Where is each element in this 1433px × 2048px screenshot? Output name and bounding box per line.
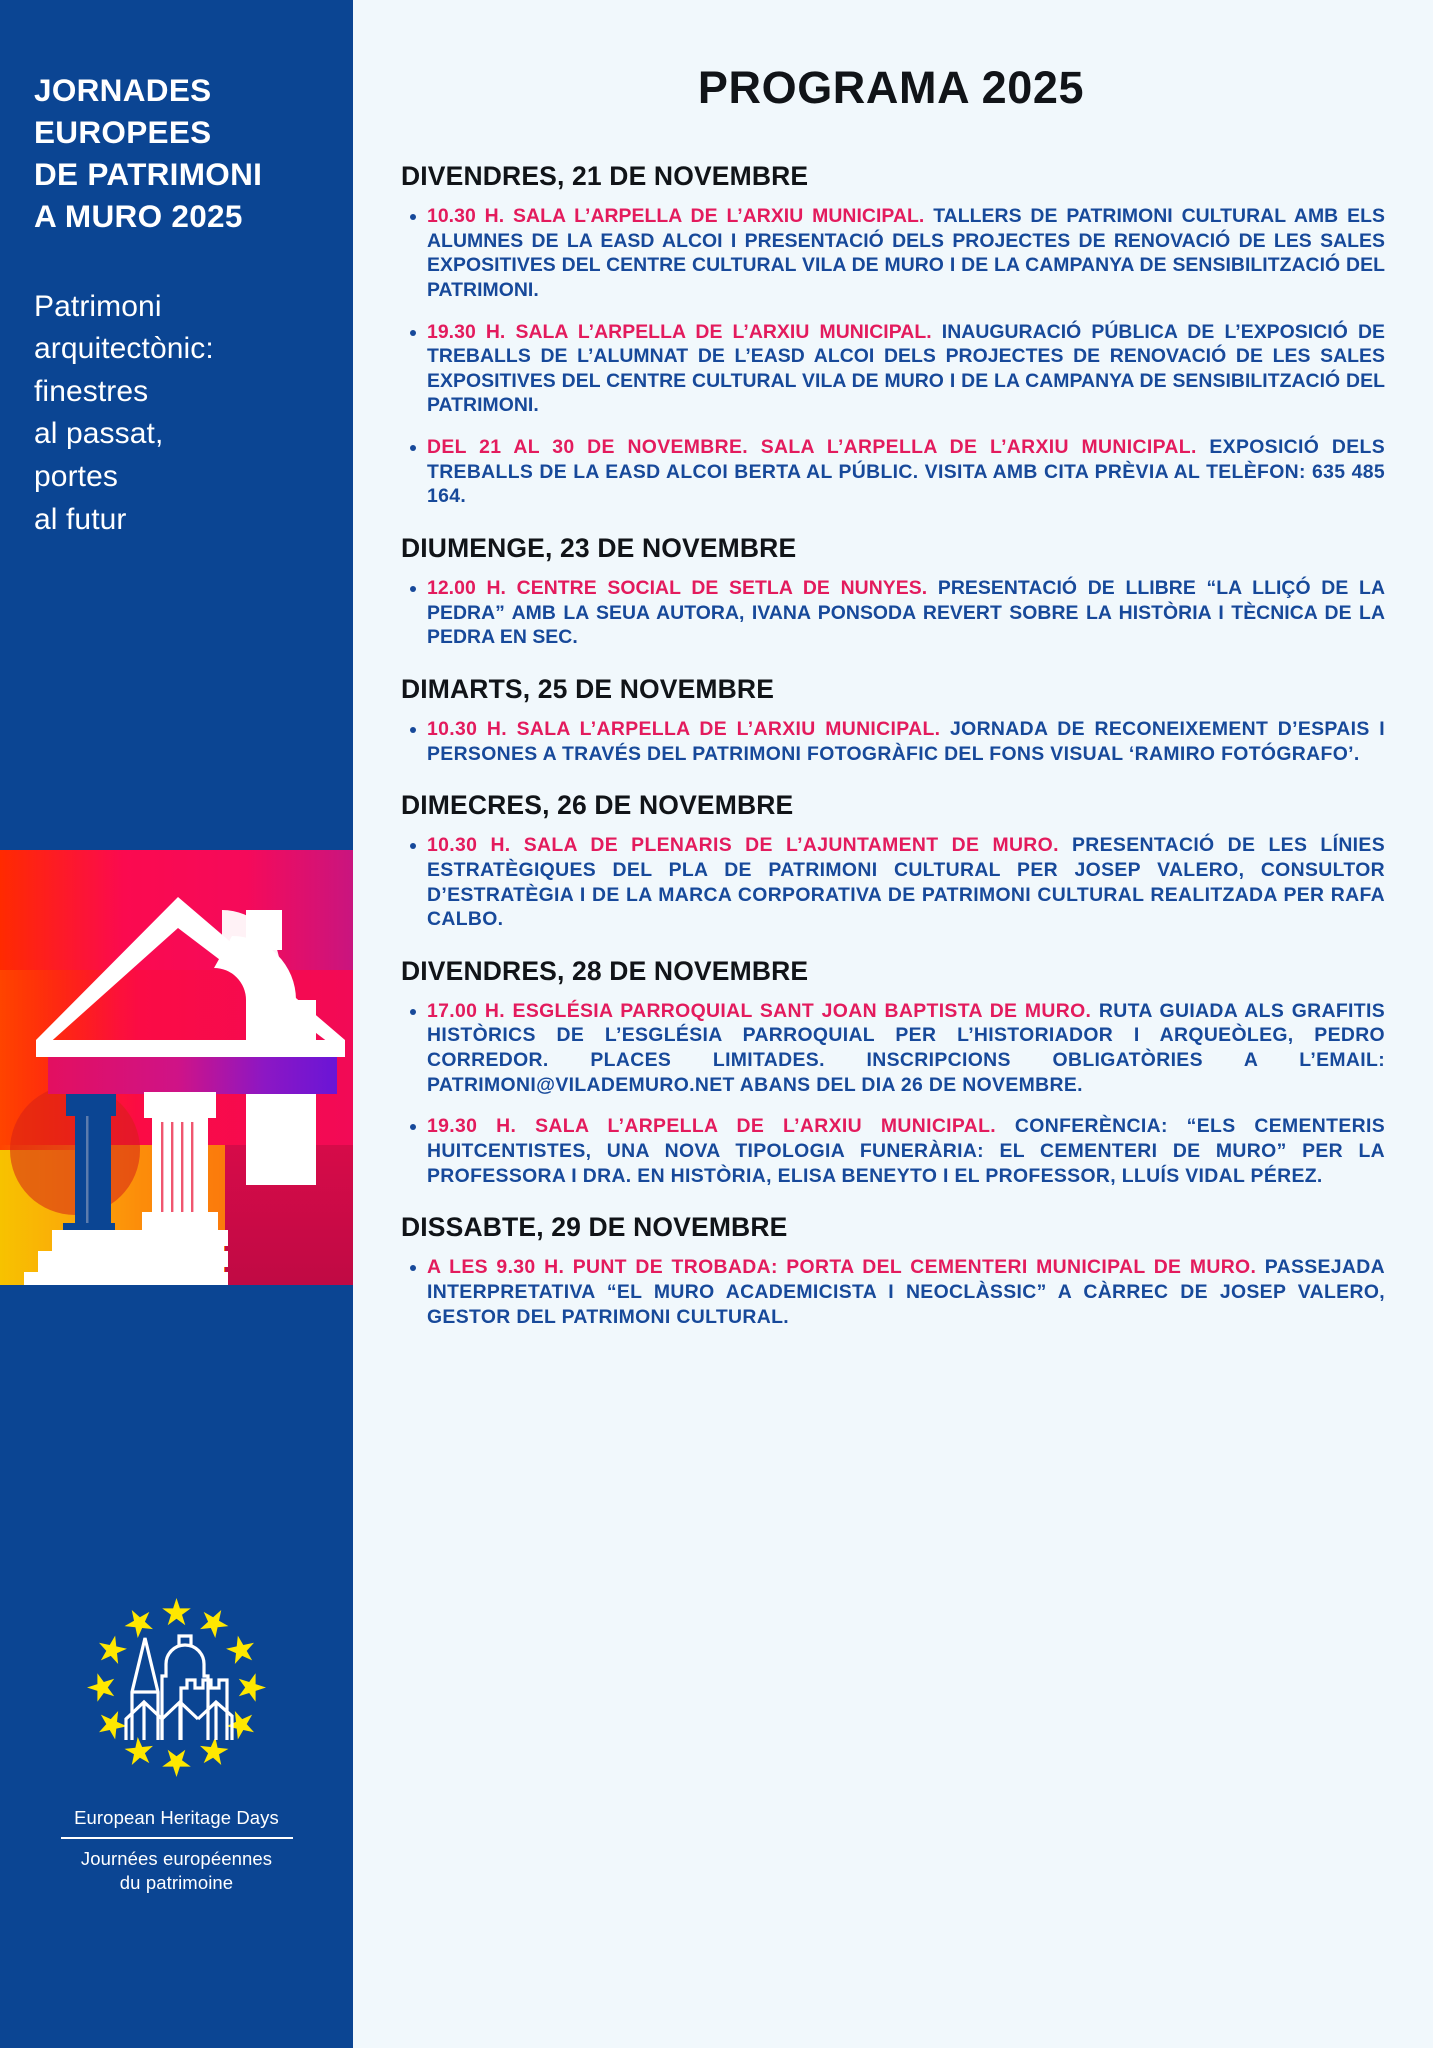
ehd-caption-en: European Heritage Days: [74, 1807, 279, 1828]
brand-subtitle-line: al futur: [34, 502, 127, 536]
day-heading: DIMECRES, 26 DE NOVEMBRE: [401, 790, 794, 821]
event-body: PASSEJADA INTERPRETATIVA “EL MURO ACADEMICISTA I NEOCLÀSSIC” A CÀRREC DE JOSEP VALERO, GESTOR DEL PATRIMONI CULTURAL.: [427, 1256, 1385, 1328]
sidebar-headings: [0, 0, 353, 541]
event-highlight: 19.30 H. SALA L’ARPELLA DE L’ARXIU MUNICIPAL.: [427, 1115, 997, 1138]
event-item: [401, 717, 1385, 766]
day-block: [401, 1212, 1385, 1329]
sidebar: [0, 0, 353, 2048]
day-block: [401, 161, 1385, 509]
event-item: [401, 999, 1385, 1098]
brand-subtitle-line: al passat,: [34, 417, 164, 451]
event-highlight: 12.00 H. CENTRE SOCIAL DE SETLA DE NUNYES.: [427, 577, 928, 600]
event-body: CONFERÈNCIA: “ELS CEMENTERIS HUITCENTISTES, UNA NOVA TIPOLOGIA FUNERÀRIA: EL CEMENTERI DE MURO” PER LA PROFESSORA I DRA. EN HISTÒRIA, ELISA BENEYTO I EL PROFESSOR, LLUÍS VIDAL PÉREZ.: [427, 1115, 1385, 1187]
brand-subtitle-line: Patrimoni: [34, 289, 162, 323]
brand-title-line: JORNADES: [34, 72, 212, 108]
event-list: [401, 999, 1385, 1188]
day-block: [401, 674, 1385, 766]
event-list: [401, 717, 1385, 766]
day-block: [401, 956, 1385, 1188]
event-item: [401, 1255, 1385, 1329]
brand-title-line: A MURO 2025: [34, 197, 243, 234]
page-title: PROGRAMA 2025: [697, 62, 1085, 113]
event-body: EXPOSICIÓ DELS TREBALLS DE LA EASD ALCOI BERTA AL PÚBLIC. VISITA AMB CITA PRÈVIA AL TELÈFON: 635 485 164.: [427, 436, 1385, 508]
day-heading: DISSABTE, 29 DE NOVEMBRE: [401, 1212, 788, 1243]
event-highlight: 19.30 H. SALA L’ARPELLA DE L’ARXIU MUNICIPAL.: [427, 320, 932, 343]
event-body: INAUGURACIÓ PÚBLICA DE L’EXPOSICIÓ DE TREBALLS DE L’ALUMNAT DE L’EASD ALCOI DELS PROJECTES DE RENOVACIÓ DE LES SALES EXPOSITIVES DEL CENTRE CULTURAL VILA DE MURO I DE LA CAMPANYA DE SENSIBILITZACIÓ DEL PATRIMONI.: [427, 320, 1385, 417]
event-highlight: 10.30 H. SALA L’ARPELLA DE L’ARXIU MUNICIPAL.: [427, 717, 941, 740]
event-list: [401, 576, 1385, 650]
event-item: [401, 576, 1385, 650]
event-highlight: A LES 9.30 H. PUNT DE TROBADA: PORTA DEL CEMENTERI MUNICIPAL DE MURO.: [427, 1256, 1257, 1279]
event-item: [401, 833, 1385, 932]
brand-subtitle-line: arquitectònic:: [34, 332, 214, 366]
brand-subtitle-line: finestres: [34, 374, 149, 408]
ehd-captions: [61, 1807, 293, 1895]
event-list: [401, 204, 1385, 509]
brand-subtitle: [34, 286, 319, 542]
event-highlight: 17.00 H. ESGLÉSIA PARROQUIAL SANT JOAN BAPTISTA DE MURO.: [427, 999, 1092, 1022]
day-heading: DIUMENGE, 23 DE NOVEMBRE: [401, 533, 797, 564]
event-body: PRESENTACIÓ DE LLIBRE “LA LLIÇÓ DE LA PEDRA” AMB LA SEUA AUTORA, IVANA PONSODA REVERT SOBRE LA HISTÒRIA I TÈCNICA DE LA PEDRA EN SEC.: [427, 577, 1385, 649]
event-item: [401, 1114, 1385, 1188]
event-body: PRESENTACIÓ DE LES LÍNIES ESTRATÈGIQUES DEL PLA DE PATRIMONI CULTURAL PER JOSEP VALERO, CONSULTOR D’ESTRATÈGIA I DE LA MARCA CORPORATIVA DE PATRIMONI CULTURAL REALITZADA PER RAFA CALBO.: [427, 834, 1385, 931]
event-body: RUTA GUIADA ALS GRAFITIS HISTÒRICS DE L’ESGLÉSIA PARROQUIAL PER L’HISTORIADOR I ARQUEÒLEG, PEDRO CORREDOR. PLACES LIMITADES. INSCRIPCIONS OBLIGATÒRIES A L’EMAIL: PATRIMONI@VILADEMURO.NET ABANS DEL DIA 26 DE NOVEMBRE.: [427, 999, 1385, 1096]
brand-subtitle-line: portes: [34, 459, 118, 493]
event-highlight: 10.30 H. SALA DE PLENARIS DE L’AJUNTAMENT DE MURO.: [427, 834, 1059, 857]
brand-title: [34, 70, 319, 238]
ehd-caption-fr-line: Journées européennes: [80, 1848, 273, 1870]
day-heading: DIMARTS, 25 DE NOVEMBRE: [401, 673, 775, 704]
brand-title-line: EUROPEES: [34, 113, 212, 150]
day-block: [401, 790, 1385, 932]
event-highlight: 10.30 H. SALA L’ARPELLA DE L’ARXIU MUNICIPAL.: [427, 205, 925, 227]
event-body: TALLERS DE PATRIMONI CULTURAL AMB ELS ALUMNES DE LA EASD ALCOI I PRESENTACIÓ DELS PROJECTES DE RENOVACIÓ DE LES SALES EXPOSITIVES DEL CENTRE CULTURAL VILA DE MURO I DE LA CAMPANYA DE SENSIBILITZACIÓ DEL PATRIMONI.: [427, 205, 1385, 301]
event-item: [401, 320, 1385, 419]
ehd-divider: [61, 1837, 293, 1839]
event-item: [401, 435, 1385, 509]
event-item: [401, 204, 1385, 303]
event-body: JORNADA DE RECONEIXEMENT D’ESPAIS I PERSONES A TRAVÉS DEL PATRIMONI FOTOGRÀFIC DEL FONS VISUAL ‘RAMIRO FOTÓGRAFO’.: [427, 717, 1385, 765]
event-list: [401, 833, 1385, 932]
day-heading: DIVENDRES, 21 DE NOVEMBRE: [401, 161, 809, 191]
european-heritage-days-stars-monument-logo: [69, 1580, 284, 1795]
day-heading: DIVENDRES, 28 DE NOVEMBRE: [401, 955, 809, 986]
program-column: [353, 0, 1433, 2048]
event-list: [401, 1255, 1385, 1329]
ehd-caption-fr-line: du patrimoine: [119, 1871, 234, 1893]
brand-title-line: DE PATRIMONI: [34, 155, 263, 192]
day-block: [401, 533, 1385, 650]
european-heritage-days-logo: [0, 1580, 353, 1895]
classical-temple-illustration: [0, 850, 353, 1285]
ehd-caption-fr: [61, 1847, 293, 1894]
event-highlight: DEL 21 AL 30 DE NOVEMBRE. SALA L’ARPELLA DE L’ARXIU MUNICIPAL.: [427, 436, 1197, 459]
